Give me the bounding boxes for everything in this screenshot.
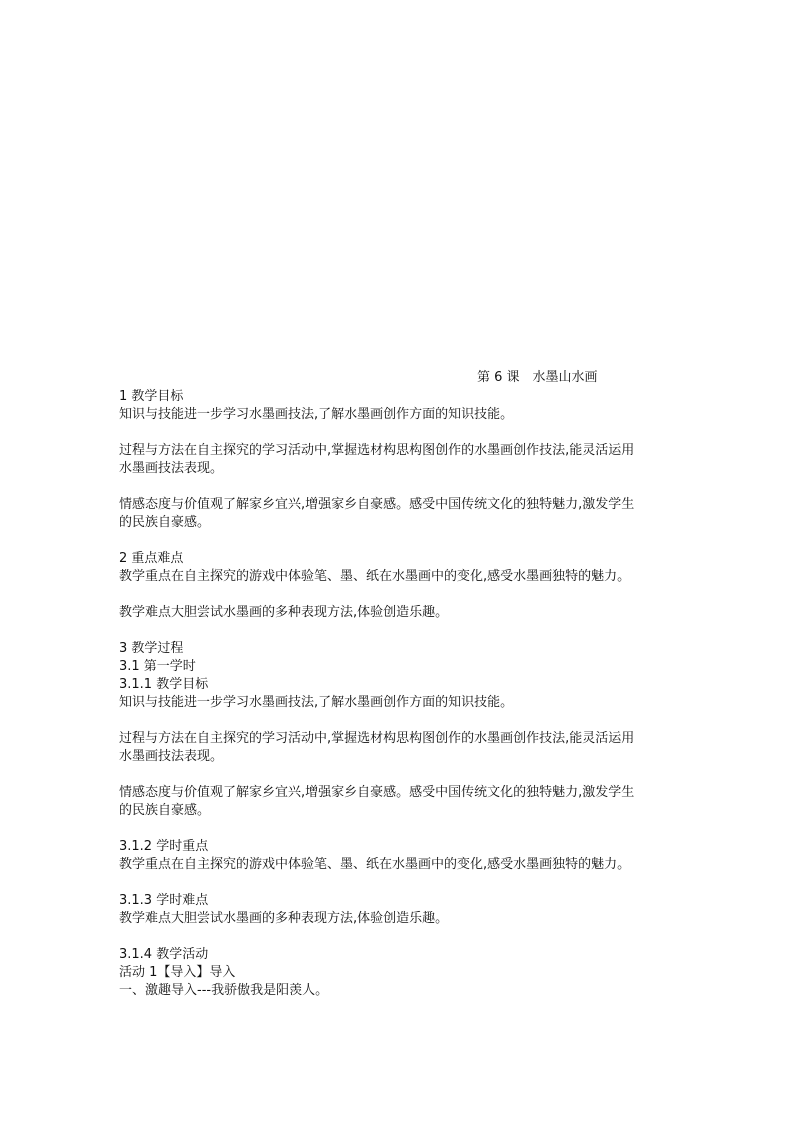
blank-line <box>119 586 679 604</box>
blank-line <box>119 712 679 730</box>
activity-introduction-detail: 一、激趣导入---我骄傲我是阳羡人。 <box>119 983 329 998</box>
blank-line <box>119 622 679 640</box>
blank-line <box>119 532 679 550</box>
blank-line <box>119 424 679 442</box>
section-heading-process: 3 教学过程 <box>119 641 184 656</box>
blank-line <box>119 820 679 838</box>
objective-process-method-line-1: 过程与方法在自主探究的学习活动中,掌握选材构思构图创作的水墨画创作技法,能灵活运用 <box>119 443 635 458</box>
subsection-first-lesson: 3.1 第一学时 <box>119 659 196 674</box>
blank-line <box>119 766 679 784</box>
objective-emotion-values-line-2: 的民族自豪感。 <box>119 515 211 530</box>
lesson-objective-process-method-line-1: 过程与方法在自主探究的学习活动中,掌握选材构思构图创作的水墨画创作技法,能灵活运用 <box>119 731 635 746</box>
section-heading-key-points: 2 重点难点 <box>119 551 184 566</box>
blank-line <box>119 928 679 946</box>
lesson-objective-knowledge-skill: 知识与技能进一步学习水墨画技法,了解水墨画创作方面的知识技能。 <box>119 695 514 710</box>
lesson-objective-process-method-line-2: 水墨画技法表现。 <box>119 749 224 764</box>
lesson-key-point: 教学重点在自主探究的游戏中体验笔、墨、纸在水墨画中的变化,感受水墨画独特的魅力。 <box>119 857 631 872</box>
subsection-objectives: 3.1.1 教学目标 <box>119 677 209 692</box>
subsection-difficulty: 3.1.3 学时难点 <box>119 893 209 908</box>
activity-introduction: 活动 1【导入】导入 <box>119 965 236 980</box>
section-heading-objectives: 1 教学目标 <box>119 389 184 404</box>
lesson-content <box>119 388 679 1000</box>
blank-line <box>119 874 679 892</box>
blank-line <box>119 478 679 496</box>
lesson-title: 第 6 课 水墨山水画 <box>477 370 598 385</box>
teaching-difficulty: 教学难点大胆尝试水墨画的多种表现方法,体验创造乐趣。 <box>119 605 449 620</box>
objective-process-method-line-2: 水墨画技法表现。 <box>119 461 224 476</box>
lesson-objective-emotion-values-line-2: 的民族自豪感。 <box>119 803 211 818</box>
teaching-key-point: 教学重点在自主探究的游戏中体验笔、墨、纸在水墨画中的变化,感受水墨画独特的魅力。 <box>119 569 631 584</box>
subsection-activities: 3.1.4 教学活动 <box>119 947 209 962</box>
subsection-key-point: 3.1.2 学时重点 <box>119 839 209 854</box>
lesson-difficulty: 教学难点大胆尝试水墨画的多种表现方法,体验创造乐趣。 <box>119 911 449 926</box>
lesson-objective-emotion-values-line-1: 情感态度与价值观了解家乡宜兴,增强家乡自豪感。感受中国传统文化的独特魅力,激发学生 <box>119 785 635 800</box>
objective-knowledge-skill: 知识与技能进一步学习水墨画技法,了解水墨画创作方面的知识技能。 <box>119 407 514 422</box>
objective-emotion-values-line-1: 情感态度与价值观了解家乡宜兴,增强家乡自豪感。感受中国传统文化的独特魅力,激发学生 <box>119 497 635 512</box>
